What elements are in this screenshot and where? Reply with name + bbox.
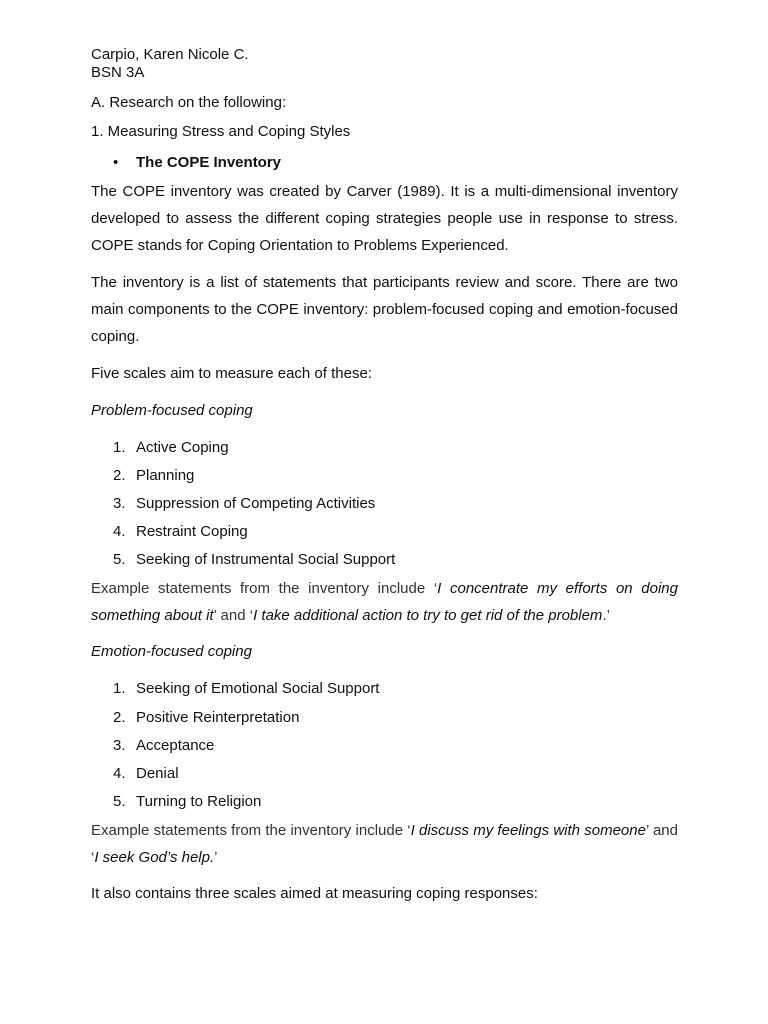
emotion-focused-title: Emotion-focused coping <box>91 643 252 660</box>
list-item: 5. Seeking of Instrumental Social Support <box>113 551 396 568</box>
example-quote: I seek God’s help. <box>94 849 215 866</box>
list-item: 1. Active Coping <box>113 439 229 456</box>
list-item: 2. Positive Reinterpretation <box>113 709 300 726</box>
bullet-heading: The COPE Inventory <box>136 154 282 171</box>
problem-focused-title: Problem-focused coping <box>91 402 253 419</box>
bullet-dot-icon: • <box>113 154 119 171</box>
heading-a: A. Research on the following: <box>91 94 287 111</box>
example-quote: I take additional action to try to get rid of the problem <box>253 607 603 624</box>
list-item: 1. Seeking of Emotional Social Support <box>113 680 380 697</box>
example-quote: I discuss my feelings with someone <box>410 822 646 839</box>
heading-1: 1. Measuring Stress and Coping Styles <box>91 123 351 140</box>
list-item: 5. Turning to Religion <box>113 793 262 810</box>
paragraph-scales: Five scales aim to measure each of these: <box>91 365 372 382</box>
list-item: 3. Acceptance <box>113 737 215 754</box>
emotion-example-statements: Example statements from the inventory include ‘I discuss my feelings with someone’ and ‘I seek God’s help.’ <box>91 822 678 866</box>
problem-example-statements: Example statements from the inventory include ‘I concentrate my efforts on doing something about it’ and ‘I take additional action to try to get rid of the problem.’ <box>91 580 678 624</box>
example-quote: I concentrate my efforts on doing something about it <box>91 580 678 624</box>
author-name: Carpio, Karen Nicole C. <box>91 46 249 63</box>
list-item: 3. Suppression of Competing Activities <box>113 495 376 512</box>
paragraph-intro: The COPE inventory was created by Carver (1989). It is a multi-dimensional inventory developed to assess the different coping strategies people use in response to stress. COPE stands for Coping Orientation to Problems Experienced. <box>91 183 678 254</box>
list-item: 4. Restraint Coping <box>113 523 248 540</box>
class-section: BSN 3A <box>91 64 145 81</box>
paragraph-coping-responses: It also contains three scales aimed at measuring coping responses: <box>91 885 538 902</box>
list-item: 4. Denial <box>113 765 179 782</box>
paragraph-components: The inventory is a list of statements that participants review and score. There are two main components to the COPE inventory: problem-focused coping and emotion-focused coping. <box>91 274 678 345</box>
list-item: 2. Planning <box>113 467 195 484</box>
